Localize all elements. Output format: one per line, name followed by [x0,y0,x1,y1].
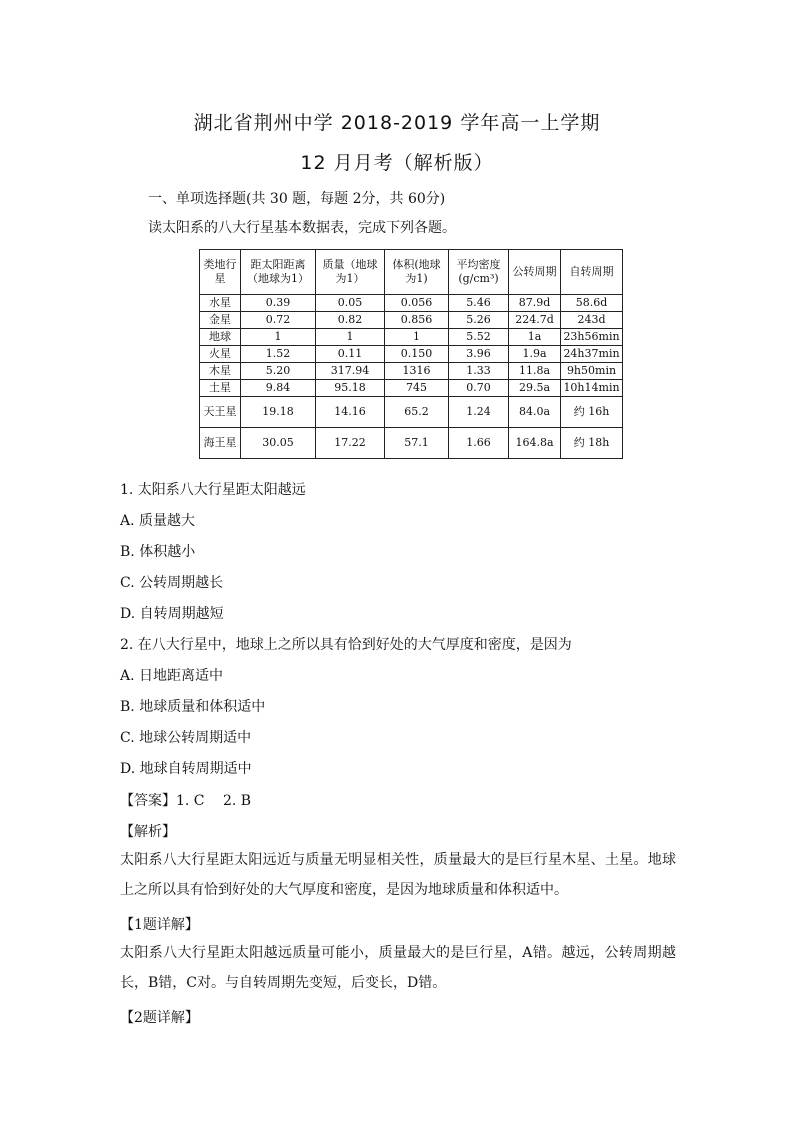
table-cell: 0.056 [385,295,449,312]
detail-1-heading: 【1题详解】 [120,917,199,933]
table-cell: 19.18 [241,397,316,428]
table-cell: 0.11 [316,346,385,363]
table-cell: 1.33 [449,363,509,380]
table-cell: 0.39 [241,295,316,312]
table-cell: 木星 [200,363,241,380]
table-header: 自转周期 [561,250,623,295]
table-cell: 65.2 [385,397,449,428]
table-cell: 9h50min [561,363,623,380]
table-cell: 火星 [200,346,241,363]
analysis-heading: 【解析】 [120,824,176,840]
table-cell: 0.70 [449,380,509,397]
table-cell: 约 16h [561,397,623,428]
question-2-option-d: D. 地球自转周期适中 [120,761,252,777]
table-cell: 1316 [385,363,449,380]
table-cell: 30.05 [241,428,316,459]
table-header: 平均密度(g/cm³) [449,250,509,295]
table-cell: 3.96 [449,346,509,363]
detail-1-text: 太阳系八大行星距太阳越远质量可能小，质量最大的是巨行星，A错。越远，公转周期越长，B错，C对。与自转周期先变短，后变长，D错。 [120,945,676,991]
question-1-stem: 1. 太阳系八大行星距太阳越远 [120,482,306,498]
table-cell: 1 [385,329,449,346]
question-1-option-a: A. 质量越大 [120,513,196,529]
table-row [200,380,623,397]
table-header: 质量（地球为1） [316,250,385,295]
table-header-row [200,250,623,295]
section-heading: 一、单项选择题(共 30 题，每题 2分，共 60分) [148,191,446,207]
table-header: 体积(地球为1) [385,250,449,295]
table-cell: 0.82 [316,312,385,329]
question-1-option-b: B. 体积越小 [120,544,196,560]
table-row [200,312,623,329]
table-cell: 84.0a [509,397,561,428]
table-cell: 5.52 [449,329,509,346]
detail-2-heading: 【2题详解】 [120,1010,199,1026]
table-cell: 24h37min [561,346,623,363]
intro-text: 读太阳系的八大行星基本数据表，完成下列各题。 [148,220,456,236]
analysis-text: 太阳系八大行星距太阳远近与质量无明显相关性，质量最大的是巨行星木星、土星。地球上之所以具有恰到好处的大气厚度和密度，是因为地球质量和体积适中。 [120,852,676,898]
table-cell: 11.8a [509,363,561,380]
table-cell: 58.6d [561,295,623,312]
table-cell: 约 18h [561,428,623,459]
table-cell: 1.52 [241,346,316,363]
table-row [200,363,623,380]
table-header: 距太阳距离（地球为1） [241,250,316,295]
table-header: 类地行星 [200,250,241,295]
table-cell: 海王星 [200,428,241,459]
table-cell: 57.1 [385,428,449,459]
table-cell: 14.16 [316,397,385,428]
table-row [200,346,623,363]
document-subtitle: 12 月月考（解析版） [300,152,494,174]
table-cell: 金星 [200,312,241,329]
table-row [200,397,623,428]
table-cell: 5.26 [449,312,509,329]
table-header: 公转周期 [509,250,561,295]
question-2-stem: 2. 在八大行星中，地球上之所以具有恰到好处的大气厚度和密度，是因为 [120,637,572,653]
table-cell: 317.94 [316,363,385,380]
table-cell: 1.66 [449,428,509,459]
table-cell: 745 [385,380,449,397]
table-cell: 9.84 [241,380,316,397]
table-cell: 5.46 [449,295,509,312]
table-row [200,329,623,346]
planet-data-table [199,249,623,459]
table-cell: 1 [241,329,316,346]
table-cell: 10h14min [561,380,623,397]
table-cell: 0.150 [385,346,449,363]
table-cell: 1a [509,329,561,346]
question-2-option-c: C. 地球公转周期适中 [120,730,252,746]
table-cell: 17.22 [316,428,385,459]
question-1-option-d: D. 自转周期越短 [120,606,224,622]
table-cell: 1.9a [509,346,561,363]
table-cell: 23h56min [561,329,623,346]
table-cell: 5.20 [241,363,316,380]
table-cell: 224.7d [509,312,561,329]
table-cell: 0.856 [385,312,449,329]
table-cell: 1 [316,329,385,346]
question-2-option-a: A. 日地距离适中 [120,668,224,684]
document-title: 湖北省荆州中学 2018-2019 学年高一上学期 [193,112,601,134]
question-2-option-b: B. 地球质量和体积适中 [120,699,266,715]
table-cell: 土星 [200,380,241,397]
table-cell: 164.8a [509,428,561,459]
answer-line: 【答案】1. C 2. B [120,793,252,809]
table-row [200,295,623,312]
table-cell: 地球 [200,329,241,346]
table-cell: 87.9d [509,295,561,312]
table-cell: 1.24 [449,397,509,428]
table-cell: 29.5a [509,380,561,397]
table-cell: 95.18 [316,380,385,397]
table-row [200,428,623,459]
table-cell: 243d [561,312,623,329]
table-cell: 水星 [200,295,241,312]
table-cell: 0.72 [241,312,316,329]
table-cell: 天王星 [200,397,241,428]
question-1-option-c: C. 公转周期越长 [120,575,224,591]
table-cell: 0.05 [316,295,385,312]
